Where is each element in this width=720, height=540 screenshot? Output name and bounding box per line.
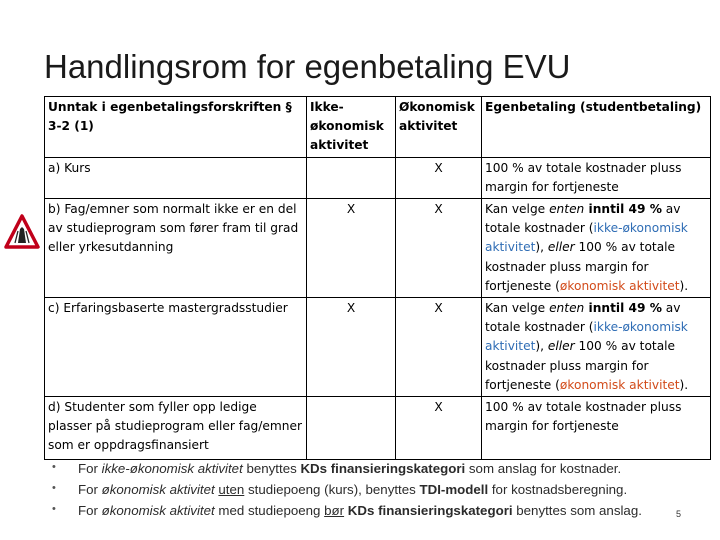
row-label: c) Erfaringsbaserte mastergradsstudier (45, 298, 307, 397)
note-okonomisk: økonomisk aktivitet (101, 482, 215, 497)
note-text: For (78, 503, 102, 518)
table-row (45, 157, 711, 198)
row-label: a) Kurs (45, 157, 307, 198)
note-bor: bør (324, 503, 345, 518)
row-ikke-mark (307, 397, 396, 460)
desc-text: av totale kostnader ( (485, 202, 681, 236)
table-row (45, 397, 711, 460)
note-uten: uten (218, 482, 245, 497)
desc-okonomisk: økonomisk aktivitet (559, 377, 680, 392)
note-ikke-okonomisk: ikke-økonomisk aktivitet (101, 461, 243, 476)
row-ikke-mark (307, 157, 396, 198)
row-ikke-mark: X (307, 298, 396, 397)
desc-limit: inntil 49 % (584, 202, 662, 217)
list-item (52, 461, 692, 482)
table-row (45, 298, 711, 397)
note-text: studiepoeng (kurs), benyttes (244, 482, 420, 497)
desc-ikke-okonomisk: ikke-økonomisk aktivitet (485, 320, 688, 354)
note-text: For (78, 461, 102, 476)
table-header-row (45, 97, 711, 158)
note-text: med studiepoeng (214, 503, 325, 518)
note-text: benyttes som anslag. (512, 503, 642, 518)
desc-enten: enten (549, 301, 585, 316)
egenbetaling-table (44, 96, 711, 460)
table-row (45, 199, 711, 298)
header-egenbetaling: Egenbetaling (studentbetaling) (482, 97, 711, 158)
row-desc: 100 % av totale kostnader pluss margin for fortjeneste (482, 157, 711, 198)
page-number: 5 (676, 509, 682, 519)
slide-title: Handlingsrom for egenbetaling EVU (44, 48, 571, 85)
list-item (52, 503, 692, 524)
row-desc: 100 % av totale kostnader pluss margin for fortjeneste (482, 397, 711, 460)
desc-text: 100 % av totale kostnader pluss margin for fortjeneste ( (485, 339, 676, 392)
desc-eller: eller (547, 240, 575, 255)
desc-text: ). (679, 377, 689, 392)
desc-text: Kan velge (485, 202, 550, 217)
header-unntak: Unntak i egenbetalingsforskriften § 3-2 (1) (45, 97, 307, 158)
desc-text: ). (679, 278, 689, 293)
note-text: For (78, 482, 102, 497)
desc-enten: enten (549, 202, 585, 217)
note-okonomisk: økonomisk aktivitet (101, 503, 215, 518)
header-okonomisk: Økonomisk aktivitet (396, 97, 482, 158)
row-label: d) Studenter som fyller opp ledige plasser på studieprogram eller fag/emner som er oppdragsfinansiert (45, 397, 307, 460)
bullet-icon: • (52, 482, 56, 494)
desc-text: Kan velge (485, 301, 550, 316)
row-okonomisk-mark: X (396, 157, 482, 198)
list-item (52, 482, 692, 503)
row-ikke-mark: X (307, 199, 396, 298)
desc-text: ), (535, 240, 548, 255)
desc-eller: eller (547, 339, 575, 354)
desc-okonomisk: økonomisk aktivitet (559, 278, 680, 293)
bullet-icon: • (52, 503, 56, 515)
note-kds-kategori: KDs finansieringskategori (300, 461, 466, 476)
row-okonomisk-mark: X (396, 199, 482, 298)
warning-triangle-icon (4, 214, 40, 250)
bullet-icon: • (52, 461, 56, 473)
row-okonomisk-mark: X (396, 397, 482, 460)
row-desc (482, 199, 711, 298)
desc-limit: inntil 49 % (584, 301, 662, 316)
desc-text: av totale kostnader ( (485, 301, 681, 335)
note-kds-kategori: KDs finansieringskategori (347, 503, 513, 518)
row-desc (482, 298, 711, 397)
row-label: b) Fag/emner som normalt ikke er en del av studieprogram som fører fram til grad eller yrkesutdanning (45, 199, 307, 298)
note-tdi-modell: TDI-modell (419, 482, 489, 497)
row-okonomisk-mark: X (396, 298, 482, 397)
desc-ikke-okonomisk: ikke-økonomisk aktivitet (485, 221, 688, 255)
note-text: for kostnadsberegning. (488, 482, 628, 497)
note-text: benyttes (242, 461, 301, 476)
desc-text: 100 % av totale kostnader pluss margin for fortjeneste ( (485, 240, 676, 293)
notes-list (52, 461, 692, 524)
header-ikke-okonomisk: Ikke-økonomisk aktivitet (307, 97, 396, 158)
desc-text: ), (535, 339, 548, 354)
note-text: som anslag for kostnader. (465, 461, 622, 476)
